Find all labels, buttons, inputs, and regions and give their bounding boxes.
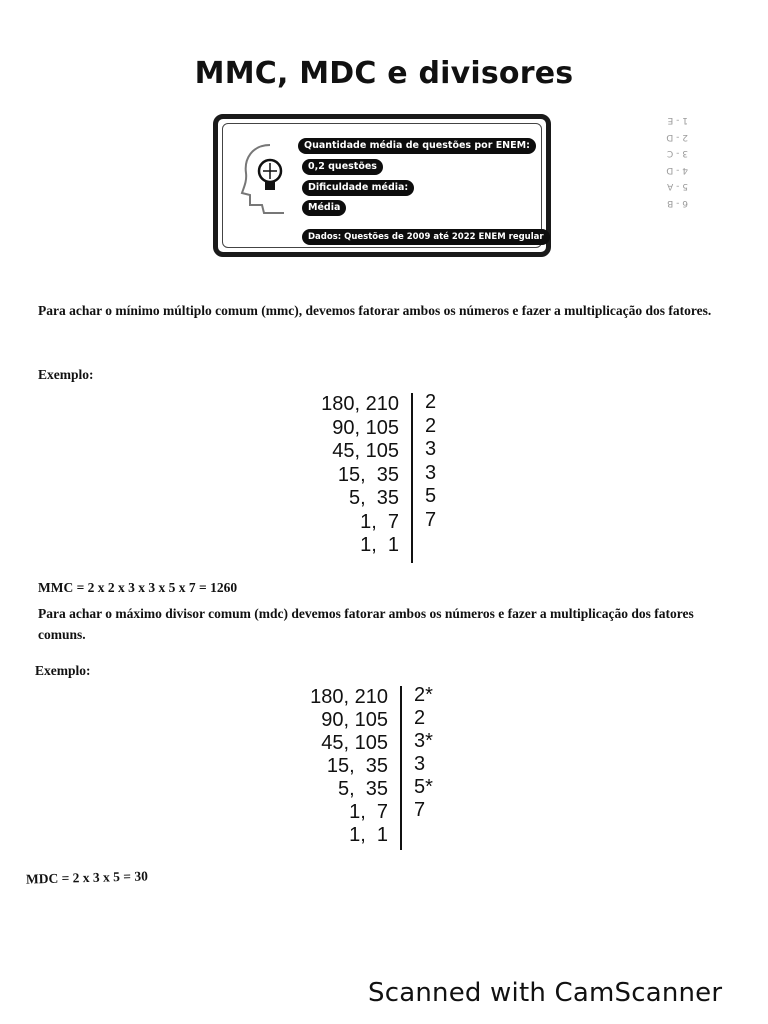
mmc-result: MMC = 2 x 2 x 3 x 3 x 5 x 7 = 1260: [38, 580, 238, 595]
number-pair: 1, 1: [360, 534, 399, 556]
division-line: [400, 686, 402, 850]
prime-factor: 2*: [414, 684, 433, 706]
division-line: [411, 393, 413, 563]
prime-factor: 3: [414, 753, 426, 775]
mdc-factorization: [290, 686, 450, 852]
number-pair: 45, 105: [332, 440, 399, 462]
prime-factor: 5*: [414, 776, 433, 798]
prime-factor: 5: [425, 485, 437, 507]
answer-key-item: 4 - D: [666, 165, 688, 175]
answer-key: [628, 112, 688, 211]
number-pair: 1, 1: [349, 824, 388, 846]
qty-value: 0,2 questões: [302, 159, 383, 175]
difficulty-value: Média: [302, 200, 346, 216]
prime-factor: 7: [425, 508, 437, 531]
answer-key-item: 5 - A: [667, 181, 688, 192]
mdc-paragraph: Para achar o máximo divisor comum (mdc) devemos fatorar ambos os números e fazer a multiplicação dos fatores comuns.: [38, 606, 694, 642]
mmc-factorization: [300, 393, 460, 565]
answer-key-item: 2 - D: [666, 132, 688, 142]
mmc-paragraph: Para achar o mínimo múltiplo comum (mmc), devemos fatorar ambos os números e fazer a multiplicação dos fatores.: [38, 303, 712, 318]
number-pair: 5, 35: [337, 778, 388, 800]
number-pair: 1, 7: [360, 510, 399, 533]
prime-factor: 3: [425, 461, 437, 484]
number-pair: 15, 35: [337, 463, 399, 486]
example-label: Exemplo:: [35, 663, 91, 678]
number-pair: 45, 105: [321, 732, 388, 754]
answer-key-item: 1 - E: [667, 115, 688, 126]
page-title: MMC, MDC e divisores: [194, 56, 574, 91]
prime-factor: 2: [414, 707, 426, 729]
qty-label: Quantidade média de questões por ENEM:: [298, 138, 536, 154]
prime-factor: 3*: [414, 730, 433, 752]
number-pair: 5, 35: [348, 487, 399, 509]
mdc-result: MDC = 2 x 3 x 5 = 30: [25, 868, 149, 887]
data-source: Dados: Questões de 2009 até 2022 ENEM regular: [302, 229, 550, 245]
number-pair: 90, 105: [332, 416, 399, 439]
prime-factor: 7: [414, 799, 426, 821]
prime-factor: 2: [425, 414, 437, 437]
scanner-watermark: Scanned with CamScanner: [368, 978, 723, 1008]
number-pair: 90, 105: [321, 709, 388, 731]
prime-factor: 3: [425, 438, 437, 460]
answer-key-item: 3 - C: [667, 148, 688, 159]
enem-info-box: [213, 114, 551, 257]
number-pair: 180, 210: [310, 686, 388, 708]
answer-key-item: 6 - B: [667, 198, 688, 208]
difficulty-label: Dificuldade média:: [302, 180, 414, 196]
number-pair: 1, 7: [349, 801, 388, 823]
example-label: Exemplo:: [38, 367, 94, 382]
prime-factor: 2: [425, 391, 437, 413]
lightbulb-head-icon: [240, 141, 296, 215]
number-pair: 180, 210: [321, 393, 399, 415]
number-pair: 15, 35: [326, 755, 388, 777]
